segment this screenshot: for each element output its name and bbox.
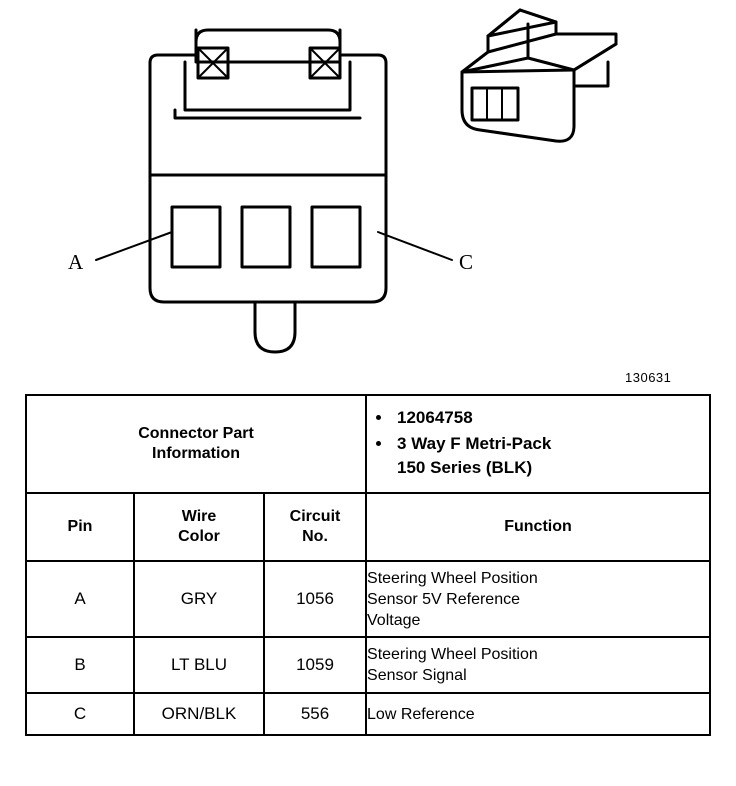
cell-function-line2: Sensor 5V Reference: [367, 590, 520, 608]
column-header-function: Function: [366, 493, 710, 561]
mating-connector-edge-2: [574, 44, 616, 70]
part-bullet-list: [367, 396, 709, 492]
mating-connector-outline: [462, 10, 616, 141]
mating-connector-edge-7: [520, 10, 556, 22]
cell-function-line1: Steering Wheel Position: [367, 646, 538, 663]
part-bullet-number: [393, 406, 709, 430]
mating-connector-cavity-window: [472, 88, 518, 120]
cell-pin: A: [26, 561, 134, 637]
mating-connector-edge-1: [462, 70, 574, 72]
connector-diagram: [0, 0, 736, 390]
column-header-circuit-no-line1: Circuit: [289, 508, 341, 525]
cell-circuit-no: 556: [264, 693, 366, 735]
terminal-cavity-b: [242, 207, 290, 267]
connector-bottom-tab: [255, 302, 295, 352]
mating-connector-cavity-dividers: [487, 88, 502, 120]
cell-function-line2: Sensor Signal: [367, 667, 467, 684]
column-header-pin: Pin: [26, 493, 134, 561]
connector-part-details: [366, 395, 710, 493]
callout-label-c: C: [459, 250, 474, 274]
figure-number: 130631: [625, 370, 672, 385]
cell-function: [366, 561, 710, 637]
column-header-circuit-no: [264, 493, 366, 561]
terminal-cavity-a: [172, 207, 220, 267]
column-header-wire-color: [134, 493, 264, 561]
column-header-wire-color-line1: Wire: [181, 508, 217, 525]
mating-connector-edge-3: [488, 34, 556, 52]
cell-wire-color: LT BLU: [134, 637, 264, 693]
mating-connector-rib: [528, 24, 574, 70]
connector-part-information-label: [26, 395, 366, 493]
cell-circuit-no: 1056: [264, 561, 366, 637]
column-header-wire-color-line2: Color: [178, 528, 220, 545]
part-description-line1: • 3 Way F Metri-Pack: [397, 434, 552, 453]
part-number-text: 12064758: [397, 408, 473, 427]
callout-label-a: A: [68, 250, 84, 274]
terminal-cavity-c: [312, 207, 360, 267]
cell-function: [366, 693, 710, 735]
column-header-circuit-no-line2: No.: [302, 528, 328, 545]
cell-wire-color: GRY: [134, 561, 264, 637]
cell-wire-color: ORN/BLK: [134, 693, 264, 735]
part-bullet-description: [393, 432, 709, 480]
connector-illustration-svg: [0, 0, 736, 390]
cell-function-line3: Voltage: [367, 611, 421, 629]
connector-part-information-line2: Information: [152, 445, 240, 462]
cell-function-line1: Low Reference: [367, 705, 475, 723]
table-row: [26, 561, 710, 637]
cell-circuit-no: 1059: [264, 637, 366, 693]
callout-leader-a: [96, 232, 172, 260]
cell-function-line1: Steering Wheel Position: [367, 569, 538, 587]
connector-latch-body: [185, 62, 350, 110]
table-header-row: [26, 493, 710, 561]
table-row: [26, 637, 710, 693]
cell-pin: B: [26, 637, 134, 693]
cell-function: [366, 637, 710, 693]
connector-information-table: [25, 394, 711, 736]
part-description-line2: 150 Series (BLK): [397, 458, 533, 477]
table-row: [26, 693, 710, 735]
table-row-part-info: [26, 395, 710, 493]
connector-part-information-line1: Connector Part: [138, 425, 254, 442]
callout-leader-c: [378, 232, 452, 260]
cell-pin: C: [26, 693, 134, 735]
